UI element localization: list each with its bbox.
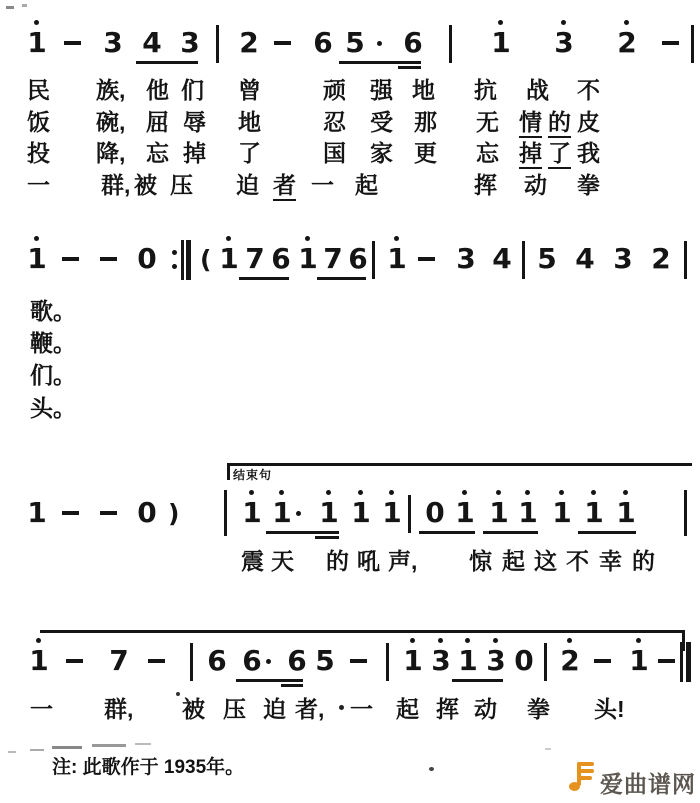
scan-speck	[176, 692, 180, 696]
note: 1	[351, 496, 371, 529]
lyric-char: 鞭。	[30, 330, 76, 356]
octave-dot	[36, 638, 41, 643]
note: 1	[298, 242, 318, 275]
lyric-char: 起	[502, 548, 525, 574]
barline	[684, 241, 687, 279]
lyric-char: 天	[271, 548, 294, 574]
octave-dot	[326, 490, 331, 495]
lyric-char: 无	[476, 109, 499, 135]
note: 6	[207, 644, 227, 677]
note: 1	[584, 496, 604, 529]
beam-underline	[419, 531, 475, 534]
barline	[224, 490, 227, 536]
note: 3	[554, 26, 574, 59]
dash-note	[100, 257, 117, 261]
octave-dot	[394, 236, 399, 241]
note: 1	[387, 242, 407, 275]
note: 6	[313, 26, 333, 59]
note: 3	[486, 644, 506, 677]
beam-underline	[239, 277, 289, 280]
note: 5	[537, 242, 557, 275]
note: 1	[518, 496, 538, 529]
scan-speck	[92, 744, 126, 747]
octave-dot	[226, 236, 231, 241]
lyric-char: 不	[566, 548, 589, 574]
lyric-char: 拳	[527, 696, 550, 722]
scan-speck	[30, 749, 44, 751]
scan-speck	[22, 4, 27, 7]
barline	[190, 643, 193, 681]
note: 5	[345, 26, 365, 59]
beam-underline	[315, 536, 339, 539]
note: 2	[239, 26, 259, 59]
lyric-char: 强	[370, 77, 393, 103]
lyric-char: 一	[350, 696, 373, 722]
lyric-char: 情	[519, 110, 542, 138]
note: 3	[456, 242, 476, 275]
lyric-char: 幸	[599, 548, 622, 574]
octave-dot	[559, 490, 564, 495]
note: 3	[180, 26, 200, 59]
beam-underline	[281, 684, 303, 687]
beam-underline	[483, 531, 538, 534]
beam-underline	[136, 61, 198, 64]
note: 1	[616, 496, 636, 529]
note: 1	[27, 26, 47, 59]
dash-note	[274, 41, 291, 45]
lyric-char: 忘	[146, 140, 169, 166]
octave-dot	[410, 638, 415, 643]
note: 3	[431, 644, 451, 677]
lyric-char: 们	[181, 77, 204, 103]
lyric-char: 挥	[474, 172, 497, 198]
octave-dot	[561, 20, 566, 25]
lyric-char: 起	[355, 172, 378, 198]
lyric-char: 迫	[236, 172, 259, 198]
lyric-char: 抗	[474, 77, 497, 103]
octave-dot	[496, 490, 501, 495]
lyric-char: 压	[223, 696, 246, 722]
repeat-dot	[172, 250, 177, 255]
note: 1	[272, 496, 292, 529]
scan-speck	[339, 705, 344, 710]
lyric-char: 皮	[577, 109, 600, 135]
lyric-char: 更	[414, 140, 437, 166]
lyric-char: 家	[370, 140, 393, 166]
note: 7	[109, 644, 129, 677]
octave-dot	[305, 236, 310, 241]
note: 2	[560, 644, 580, 677]
scan-speck	[545, 748, 551, 750]
lyric-char: 拳	[577, 172, 600, 198]
lyric-char: 饭	[27, 109, 50, 135]
lyric-char: 辱	[183, 109, 206, 135]
watermark-label: 爱曲谱网	[600, 771, 696, 797]
octave-dot	[465, 638, 470, 643]
note: 1	[319, 496, 339, 529]
lyric-char: 被	[134, 172, 157, 198]
lyric-char: 忘	[476, 140, 499, 166]
note: 1	[455, 496, 475, 529]
dash-note	[64, 41, 81, 45]
lyric-char: 他	[146, 77, 169, 103]
lyric-char: 忍	[323, 109, 346, 135]
lyric-char: 压	[170, 172, 193, 198]
octave-dot	[462, 490, 467, 495]
rest-note: 0	[137, 496, 157, 529]
scan-speck	[6, 6, 14, 9]
beam-underline	[317, 277, 366, 280]
rest-note: 0	[514, 644, 534, 677]
octave-dot	[358, 490, 363, 495]
lyric-char: 掉	[519, 141, 542, 169]
phrase-line-hook	[682, 630, 685, 651]
phrase-line	[40, 630, 685, 633]
lyric-char: 动	[524, 172, 547, 198]
lyric-char: 掉	[183, 140, 206, 166]
lyric-char: 动	[474, 696, 497, 722]
octave-dot	[249, 490, 254, 495]
lyric-char: 碗,	[96, 109, 126, 135]
barline	[691, 25, 694, 63]
note: 7	[323, 242, 343, 275]
lyric-char: 一	[311, 172, 334, 198]
lyric-char: 地	[238, 109, 261, 135]
note: 1	[382, 496, 402, 529]
note: 4	[492, 242, 512, 275]
note: 1	[27, 242, 47, 275]
octave-dot	[34, 20, 39, 25]
rest-note: 0	[137, 242, 157, 275]
lyric-char: 一	[27, 172, 50, 198]
augmentation-dot	[296, 511, 301, 516]
note: 1	[242, 496, 262, 529]
beam-underline	[266, 531, 339, 534]
note: 4	[575, 242, 595, 275]
note: 1	[403, 644, 423, 677]
augmentation-dot	[377, 41, 382, 46]
octave-dot	[567, 638, 572, 643]
lyric-char: 者,	[295, 696, 325, 722]
lyric-char: 吼	[357, 548, 380, 574]
note: 1	[29, 644, 49, 677]
scan-speck	[429, 767, 434, 771]
lyric-char: 起	[396, 696, 419, 722]
note: 3	[613, 242, 633, 275]
dash-note	[662, 41, 679, 45]
octave-dot	[438, 638, 443, 643]
octave-dot	[623, 490, 628, 495]
lyric-char: 震	[241, 548, 264, 574]
lyric-char: 群,	[104, 696, 134, 722]
octave-dot	[279, 490, 284, 495]
dash-note	[62, 257, 79, 261]
barline	[544, 643, 547, 681]
lyric-char: 被	[182, 696, 205, 722]
lyric-char: 者	[273, 173, 296, 201]
lyric-char: 我	[577, 140, 600, 166]
lyric-char: 一	[30, 696, 53, 722]
octave-dot	[636, 638, 641, 643]
dash-note	[100, 511, 117, 515]
octave-dot	[525, 490, 530, 495]
dash-note	[418, 257, 435, 261]
octave-dot	[624, 20, 629, 25]
lyric-char: 降,	[96, 140, 126, 166]
note: 1	[27, 496, 47, 529]
lyric-char: 地	[412, 77, 435, 103]
final-barline-thick	[686, 642, 691, 682]
lyric-char: 惊	[469, 548, 492, 574]
scan-speck	[135, 743, 151, 745]
note: 2	[617, 26, 637, 59]
dash-note	[658, 659, 675, 663]
beam-underline	[452, 679, 503, 682]
beam-underline	[339, 61, 421, 64]
barline	[216, 25, 219, 63]
note: 6	[271, 242, 291, 275]
ending-phrase-label: 结束句	[233, 468, 273, 482]
lyric-char: 的	[548, 110, 571, 138]
beam-underline	[236, 679, 303, 682]
beam-underline	[398, 66, 421, 69]
lyric-char: 的	[632, 548, 655, 574]
footnote: 注: 此歌作于 1935年。	[52, 757, 245, 778]
lyric-char: 受	[370, 109, 393, 135]
barline	[522, 241, 525, 279]
note: 1	[489, 496, 509, 529]
parenthesis: (	[200, 245, 212, 274]
lyric-char: 声,	[388, 548, 418, 574]
octave-dot	[493, 638, 498, 643]
lyric-char: 们。	[30, 362, 76, 388]
dash-note	[350, 659, 367, 663]
barline	[449, 25, 452, 63]
octave-dot	[34, 236, 39, 241]
barline	[684, 490, 687, 536]
dash-note	[66, 659, 83, 663]
octave-dot	[591, 490, 596, 495]
music-note-icon	[568, 762, 596, 794]
dash-note	[62, 511, 79, 515]
lyric-char: 这	[534, 548, 557, 574]
note: 1	[552, 496, 572, 529]
note: 6	[287, 644, 307, 677]
lyric-char: 族,	[96, 77, 126, 103]
barline	[386, 643, 389, 681]
lyric-char: 民	[27, 77, 50, 103]
beam-underline	[578, 531, 636, 534]
watermark	[568, 760, 698, 798]
lyric-char: 的	[326, 548, 349, 574]
lyric-char: 头!	[594, 696, 625, 722]
note: 1	[219, 242, 239, 275]
lyric-char: 屈	[146, 109, 169, 135]
note: 1	[491, 26, 511, 59]
lyric-char: 那	[414, 109, 437, 135]
lyric-char: 投	[27, 140, 50, 166]
note: 7	[245, 242, 265, 275]
note: 6	[348, 242, 368, 275]
dash-note	[148, 659, 165, 663]
augmentation-dot	[266, 659, 271, 664]
lyric-char: 了	[548, 141, 571, 169]
parenthesis: )	[168, 499, 180, 528]
lyric-char: 国	[323, 140, 346, 166]
phrase-line	[227, 463, 692, 466]
note: 1	[458, 644, 478, 677]
scan-speck	[52, 746, 82, 749]
barline	[408, 495, 411, 533]
repeat-barline-thin	[181, 240, 184, 280]
lyric-char: 顽	[323, 77, 346, 103]
lyric-char: 挥	[436, 696, 459, 722]
note: 4	[142, 26, 162, 59]
note: 5	[315, 644, 335, 677]
note: 6	[403, 26, 423, 59]
lyric-char: 曾	[238, 77, 261, 103]
note: 2	[651, 242, 671, 275]
scan-speck	[8, 751, 16, 753]
phrase-line-hook	[227, 463, 230, 480]
note: 1	[629, 644, 649, 677]
lyric-char: 头。	[30, 395, 76, 421]
lyric-char: 不	[577, 77, 600, 103]
octave-dot	[498, 20, 503, 25]
note: 3	[103, 26, 123, 59]
octave-dot	[389, 490, 394, 495]
dash-note	[594, 659, 611, 663]
lyric-char: 群,	[101, 172, 131, 198]
lyric-char: 迫	[263, 696, 286, 722]
lyric-char: 歌。	[30, 298, 76, 324]
rest-note: 0	[425, 496, 445, 529]
lyric-char: 了	[238, 140, 261, 166]
barline	[372, 241, 375, 279]
repeat-barline-thick	[186, 240, 191, 280]
lyric-char: 战	[526, 77, 549, 103]
repeat-dot	[172, 264, 177, 269]
note: 6	[242, 644, 262, 677]
